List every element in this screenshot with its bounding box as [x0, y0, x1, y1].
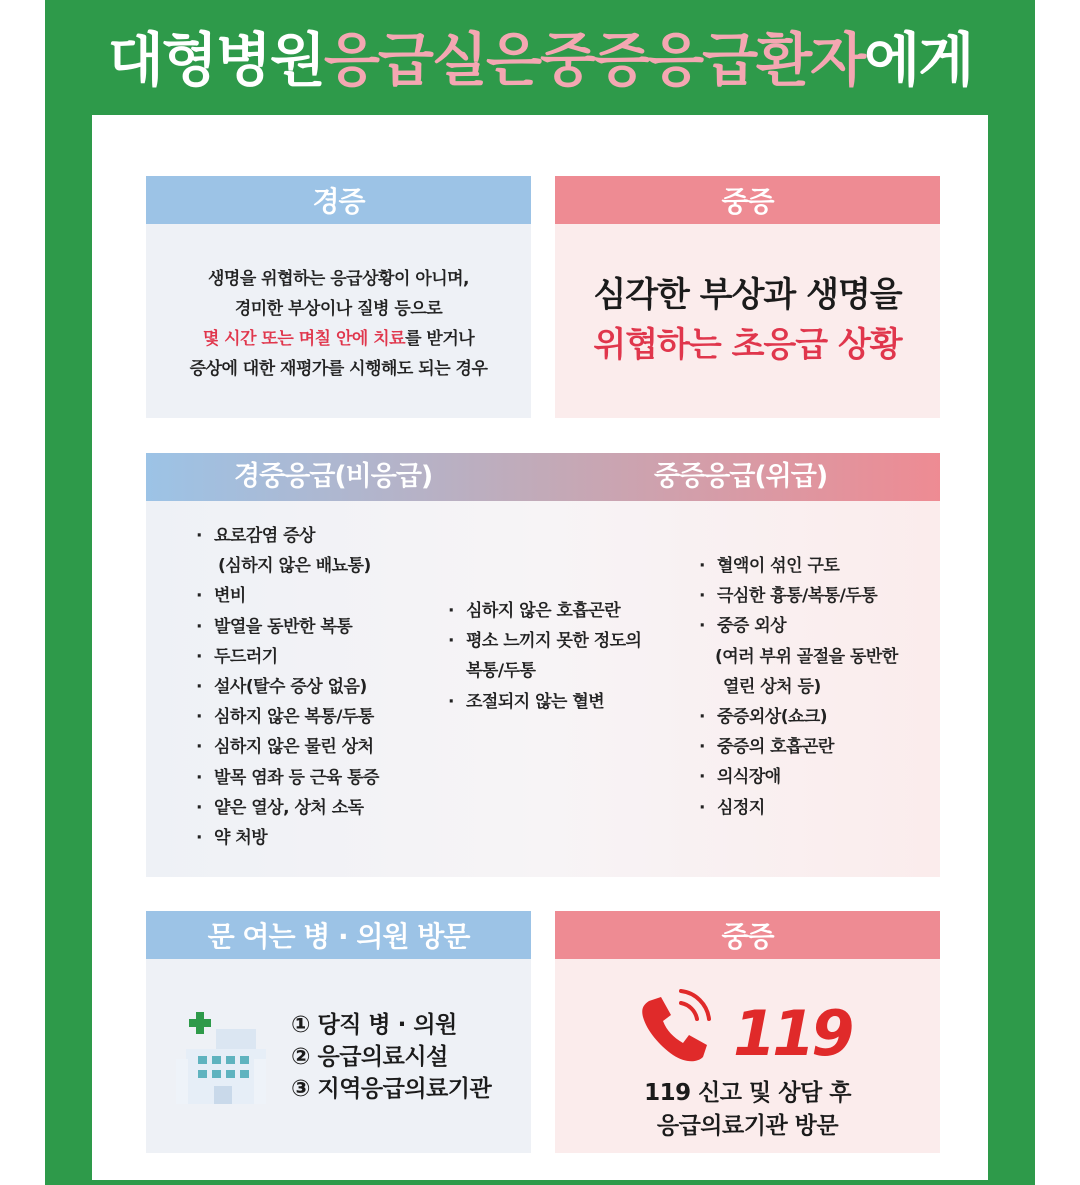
clinic-header: 문 여는 병 · 의원 방문 — [146, 911, 531, 959]
severe-body — [555, 224, 940, 418]
title-part-1: 대형병원 — [107, 26, 324, 94]
list-item: · 극심한 흉통/복통/두통 — [699, 581, 898, 611]
severe-header: 중증 — [555, 176, 940, 224]
list-item: · 조절되지 않는 혈변 — [448, 687, 641, 717]
clinic-step-1: ① 당직 병 · 의원 — [291, 1012, 457, 1038]
emergency-instructions — [555, 1077, 940, 1143]
logo-number: 119 — [733, 997, 851, 1069]
emergency-box — [555, 911, 940, 1153]
emergency-body — [555, 959, 940, 1153]
list-item: · 약 처방 — [196, 823, 379, 853]
emergency-header: 중증 — [555, 911, 940, 959]
urgency-comparison — [146, 453, 940, 877]
list-item: · 변비 — [196, 581, 379, 611]
list-item: · 심하지 않은 복통/두통 — [196, 702, 379, 732]
list-item: 열린 상처 등) — [723, 676, 821, 697]
list-item: · 요로감염 증상 — [196, 521, 379, 551]
list-item: · 의식장애 — [699, 762, 898, 792]
emergency-line-2: 응급의료기관 방문 — [656, 1113, 839, 1139]
title-part-4: 에게 — [864, 26, 973, 94]
severe-box — [555, 176, 940, 418]
list-item: · 중증의 호흡곤란 — [699, 732, 898, 762]
hospital-icon — [176, 1004, 266, 1104]
list-item: · 얕은 열상, 상처 소독 — [196, 793, 379, 823]
list-item: · 혈액이 섞인 구토 — [699, 551, 898, 581]
list-item: · 중증외상(쇼크) — [699, 702, 898, 732]
list-item: 복통/두통 — [466, 661, 536, 682]
clinic-steps — [291, 1009, 491, 1105]
mild-highlight: 몇 시간 또는 며칠 안에 치료 — [202, 329, 406, 349]
mild-line-2: 경미한 부상이나 질병 등으로 — [234, 299, 443, 319]
clinic-step-2: ② 응급의료시설 — [291, 1044, 448, 1070]
mild-line-3-rest: 를 받거나 — [405, 329, 475, 349]
non-urgent-list — [196, 521, 379, 853]
mild-line-1: 생명을 위협하는 응급상황이 아니며, — [207, 269, 470, 289]
phone-icon — [635, 989, 875, 1069]
list-item: · 발열을 동반한 복통 — [196, 612, 379, 642]
clinic-step-3: ③ 지역응급의료기관 — [291, 1076, 492, 1102]
severe-line-2: 위협하는 초응급 상황 — [593, 325, 902, 365]
list-item: · 두드러기 — [196, 642, 379, 672]
list-item: (심하지 않은 배뇨통) — [218, 556, 371, 577]
clinic-body — [146, 959, 531, 1153]
list-item: · 발목 염좌 등 근육 통증 — [196, 763, 379, 793]
mild-box — [146, 176, 531, 418]
emergency-line-1: 119 신고 및 상담 후 — [644, 1080, 851, 1106]
severe-line-1: 심각한 부상과 생명을 — [593, 275, 902, 315]
list-item: · 심하지 않은 호흡곤란 — [448, 596, 641, 626]
mild-description — [146, 264, 531, 384]
urgent-list — [699, 551, 898, 823]
mild-header: 경증 — [146, 176, 531, 224]
clinic-box — [146, 911, 531, 1153]
title-part-2: 응급실은 — [323, 26, 540, 94]
list-item: · 심하지 않은 물린 상처 — [196, 732, 379, 762]
severe-description — [555, 270, 940, 370]
list-item: (여러 부위 골절을 동반한 — [715, 646, 898, 667]
title-part-3: 중증응급환자 — [540, 26, 865, 94]
urgent-header: 중증응급(위급) — [654, 461, 828, 492]
mild-line-3 — [146, 324, 531, 354]
list-item: · 설사(탈수 증상 없음) — [196, 672, 379, 702]
mild-line-4: 증상에 대한 재평가를 시행해도 되는 경우 — [189, 359, 488, 379]
non-urgent-header: 경중응급(비응급) — [234, 461, 433, 492]
urgency-header-bar — [146, 453, 940, 501]
mild-body — [146, 224, 531, 418]
list-item: · 평소 느끼지 못한 정도의 — [448, 626, 641, 656]
list-item: · 중증 외상 — [699, 611, 898, 641]
list-item: · 심정지 — [699, 793, 898, 823]
borderline-list — [448, 596, 641, 717]
page-title — [45, 0, 1035, 110]
